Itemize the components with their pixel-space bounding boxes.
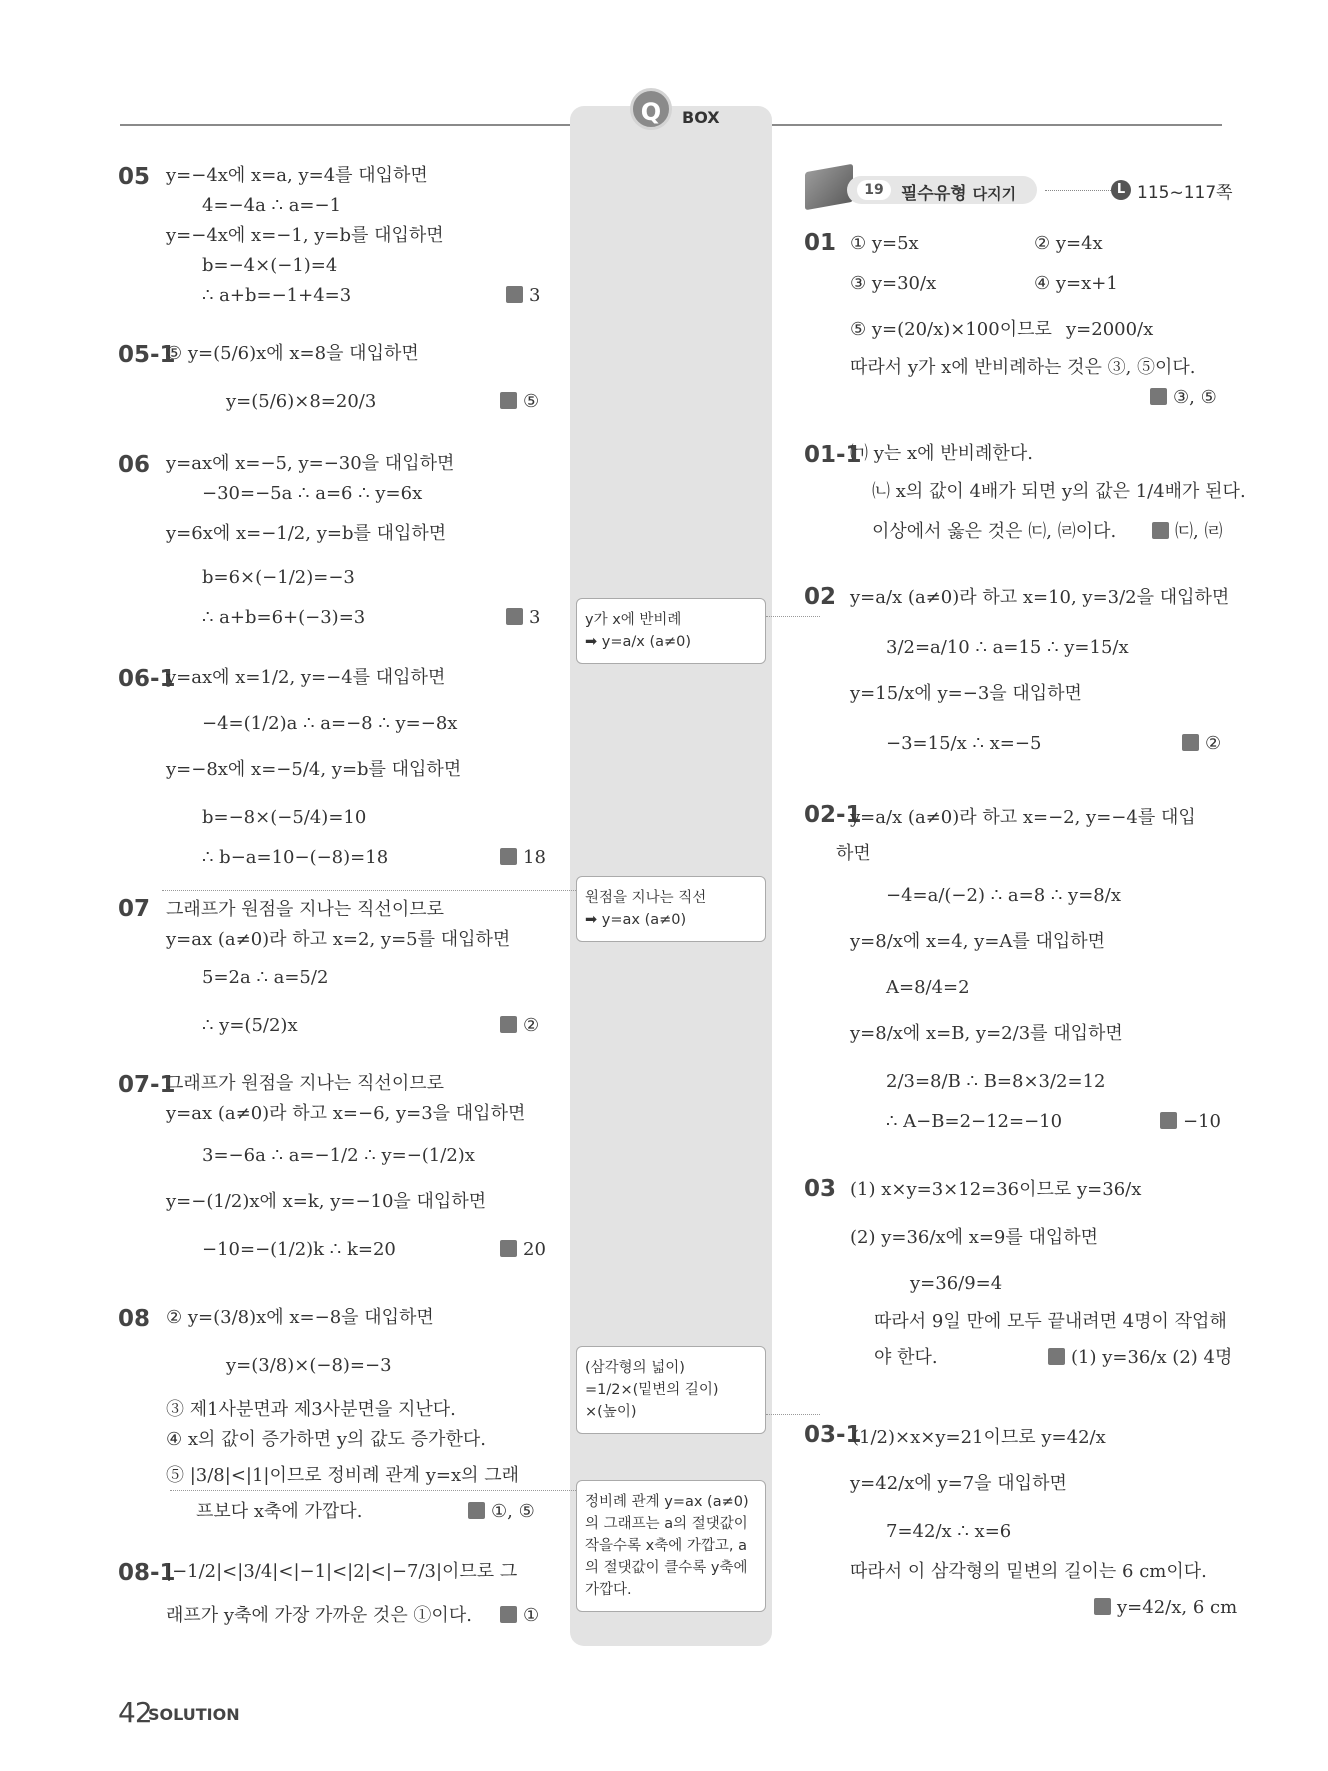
answer-icon — [500, 1016, 517, 1033]
answer — [1150, 386, 1217, 410]
answer — [500, 846, 546, 870]
answer-icon — [506, 286, 523, 303]
note-connector — [170, 1490, 576, 1491]
solution-line: y=8/x에 x=4, y=A를 대입하면 — [850, 931, 1106, 952]
answer — [1152, 520, 1222, 544]
page-number: 42 — [118, 1696, 152, 1729]
note-line: ➡ y=ax (a≠0) — [585, 912, 687, 928]
solution-line: ㈀ y는 x에 반비례한다. — [850, 443, 1033, 464]
answer-icon — [1182, 734, 1199, 751]
solution-line: y=(3/8)×(−8)=−3 — [226, 1355, 392, 1376]
solution-line: ∴ b−a=10−(−8)=18 — [202, 847, 389, 868]
answer-icon — [1048, 1348, 1065, 1365]
solution-line: 7=42/x ∴ x=6 — [886, 1521, 1012, 1542]
solution-line: ② y=4x — [1034, 233, 1103, 254]
answer-icon — [1160, 1112, 1177, 1129]
answer-icon — [500, 1240, 517, 1257]
note-line: 의 그래프는 a의 절댓값이 — [585, 1516, 748, 1532]
problem-number: 02 — [804, 584, 837, 610]
problem-number: 03 — [804, 1176, 837, 1202]
solution-line: −3=15/x ∴ x=−5 — [886, 733, 1042, 754]
answer — [1160, 1110, 1221, 1134]
qbox-note — [576, 598, 766, 664]
solution-line: y=36/9=4 — [910, 1273, 1003, 1294]
solution-line: (1) x×y=3×12=36이므로 y=36/x — [850, 1179, 1142, 1200]
answer — [500, 1238, 546, 1262]
answer — [1094, 1596, 1237, 1620]
problem-number: 06 — [118, 452, 151, 478]
answer-value: (1) y=36/x (2) 4명 — [1071, 1347, 1233, 1368]
solution-line: 4=−4a ∴ a=−1 — [202, 195, 342, 216]
solution-line: y=a/x (a≠0)라 하고 x=10, y=3/2을 대입하면 — [850, 587, 1230, 608]
solution-line: b=−8×(−5/4)=10 — [202, 807, 367, 828]
note-line: ×(높이) — [585, 1404, 637, 1420]
solution-line: y=ax에 x=−5, y=−30을 대입하면 — [166, 453, 455, 474]
note-line: 작을수록 x축에 가깝고, a — [585, 1538, 747, 1554]
section-title-sub: 다지기 — [972, 185, 1017, 203]
solution-line: (1/2)×x×y=21이므로 y=42/x — [852, 1427, 1106, 1448]
note-line: =1/2×(밑변의 길이) — [585, 1382, 719, 1398]
note-line: 원점을 지나는 직선 — [585, 890, 707, 906]
solution-line: 따라서 y가 x에 반비례하는 것은 ③, ⑤이다. — [850, 357, 1196, 378]
note-line: ➡ y=a/x (a≠0) — [585, 634, 692, 650]
problem-number: 08-1 — [118, 1560, 176, 1586]
solution-line: 따라서 이 삼각형의 밑변의 길이는 6 cm이다. — [850, 1561, 1207, 1582]
problem-number: 06-1 — [118, 666, 176, 692]
answer-value: 3 — [529, 285, 541, 306]
answer-value: 3 — [529, 607, 541, 628]
solution-line: b=6×(−1/2)=−3 — [202, 567, 355, 588]
section-dotted-leader — [1045, 190, 1111, 191]
solution-line: 그래프가 원점을 지나는 직선이므로 — [166, 1073, 444, 1094]
solution-line: 2/3=8/B ∴ B=8×3/2=12 — [886, 1071, 1106, 1092]
problem-number: 07 — [118, 896, 151, 922]
solution-line: 야 한다. — [874, 1347, 938, 1368]
solution-line: b=−4×(−1)=4 — [202, 255, 338, 276]
solution-line: (2) y=36/x에 x=9를 대입하면 — [850, 1227, 1099, 1248]
solution-line: y=ax (a≠0)라 하고 x=2, y=5를 대입하면 — [166, 929, 511, 950]
solution-line: y=ax (a≠0)라 하고 x=−6, y=3을 대입하면 — [166, 1103, 526, 1124]
answer-icon — [1152, 522, 1169, 539]
solution-line: y=ax에 x=1/2, y=−4를 대입하면 — [166, 667, 446, 688]
section-title — [901, 179, 1016, 204]
answer — [1182, 732, 1221, 756]
header-rule-left — [120, 124, 570, 126]
solution-line: ② y=(3/8)x에 x=−8을 대입하면 — [166, 1307, 434, 1328]
solution-line: ① y=5x — [850, 233, 919, 254]
solution-line: |−1/2|<|3/4|<|−1|<|2|<|−7/3|이므로 그 — [166, 1561, 518, 1582]
answer-value: ① — [523, 1605, 540, 1626]
answer-icon — [468, 1502, 485, 1519]
problem-number: 03-1 — [804, 1422, 862, 1448]
answer — [1048, 1346, 1232, 1370]
qbox-logo-icon: Q — [630, 88, 672, 130]
solution-line: y=−4x에 x=−1, y=b를 대입하면 — [166, 225, 444, 246]
answer — [506, 284, 540, 308]
solution-line: ③ y=30/x — [850, 273, 937, 294]
answer-value: ㈂, ㈃ — [1175, 521, 1223, 542]
solution-line: ③ 제1사분면과 제3사분면을 지난다. — [166, 1399, 456, 1420]
solution-line: ④ x의 값이 증가하면 y의 값도 증가한다. — [166, 1429, 486, 1450]
solution-line: 래프가 y축에 가장 가까운 것은 ①이다. — [166, 1605, 472, 1626]
solution-line: 3=−6a ∴ a=−1/2 ∴ y=−(1/2)x — [202, 1145, 475, 1166]
answer-value: ② — [523, 1015, 540, 1036]
answer-value: ② — [1205, 733, 1222, 754]
solution-line: 하면 — [836, 843, 871, 864]
solution-line: y=6x에 x=−1/2, y=b를 대입하면 — [166, 523, 447, 544]
answer-icon — [500, 392, 517, 409]
solution-line: −4=(1/2)a ∴ a=−8 ∴ y=−8x — [202, 713, 458, 734]
solution-line: 그래프가 원점을 지나는 직선이므로 — [166, 899, 444, 920]
solution-line: y=2000/x — [1066, 319, 1154, 340]
answer-value: 18 — [523, 847, 546, 868]
solution-line: ④ y=x+1 — [1034, 273, 1118, 294]
solution-line: 3/2=a/10 ∴ a=15 ∴ y=15/x — [886, 637, 1129, 658]
problem-number: 01 — [804, 230, 837, 256]
solution-line: y=8/x에 x=B, y=2/3를 대입하면 — [850, 1023, 1123, 1044]
answer-value: y=42/x, 6 cm — [1117, 1597, 1238, 1618]
solution-line: 프보다 x축에 가깝다. — [196, 1501, 363, 1522]
answer-value: 20 — [523, 1239, 546, 1260]
solution-line: y=15/x에 y=−3을 대입하면 — [850, 683, 1082, 704]
note-connector — [766, 616, 820, 617]
answer — [500, 390, 539, 414]
note-line: 가깝다. — [585, 1582, 632, 1598]
section-title-main: 필수유형 — [901, 184, 967, 204]
solution-line: y=−8x에 x=−5/4, y=b를 대입하면 — [166, 759, 462, 780]
answer — [468, 1500, 535, 1524]
problem-number: 05-1 — [118, 342, 176, 368]
answer-value: ①, ⑤ — [491, 1501, 535, 1522]
solution-line: 이상에서 옳은 것은 ㈂, ㈃이다. — [872, 521, 1117, 542]
answer-value: −10 — [1183, 1111, 1221, 1132]
solution-line: −30=−5a ∴ a=6 ∴ y=6x — [202, 483, 423, 504]
answer-icon — [1150, 388, 1167, 405]
answer-icon — [506, 608, 523, 625]
solution-line: y=42/x에 y=7을 대입하면 — [850, 1473, 1067, 1494]
footer-label: SOLUTION — [148, 1705, 240, 1724]
section-pages: 115~117쪽 — [1137, 183, 1233, 203]
note-connector — [162, 890, 576, 891]
solution-line: ∴ y=(5/2)x — [202, 1015, 298, 1036]
answer-value: ⑤ — [523, 391, 540, 412]
answer — [500, 1014, 539, 1038]
problem-number: 01-1 — [804, 442, 862, 468]
solution-line: 5=2a ∴ a=5/2 — [202, 967, 329, 988]
solution-line: y=(5/6)×8=20/3 — [226, 391, 377, 412]
lesson-circle-icon: L — [1111, 180, 1131, 200]
answer-value: ③, ⑤ — [1173, 387, 1217, 408]
problem-number: 07-1 — [118, 1072, 176, 1098]
qbox-note — [576, 1480, 766, 1612]
solution-line: ∴ a+b=6+(−3)=3 — [202, 607, 366, 628]
qbox-note — [576, 876, 766, 942]
solution-line: ㈁ x의 값이 4배가 되면 y의 값은 1/4배가 된다. — [872, 481, 1246, 502]
answer-icon — [1094, 1598, 1111, 1615]
answer-icon — [500, 848, 517, 865]
solution-line: y=−(1/2)x에 x=k, y=−10을 대입하면 — [166, 1191, 487, 1212]
solution-line: ⑤ |3/8|<|1|이므로 정비례 관계 y=x의 그래 — [166, 1465, 520, 1486]
problem-number: 05 — [118, 164, 151, 190]
solution-line: −4=a/(−2) ∴ a=8 ∴ y=8/x — [886, 885, 1121, 906]
qbox-label: BOX — [682, 108, 720, 127]
solution-line: ∴ A−B=2−12=−10 — [886, 1111, 1063, 1132]
problem-number: 08 — [118, 1306, 151, 1332]
solution-line: ∴ a+b=−1+4=3 — [202, 285, 352, 306]
solution-line: A=8/4=2 — [886, 977, 970, 998]
note-line: 정비례 관계 y=ax (a≠0) — [585, 1494, 749, 1510]
answer-icon — [500, 1606, 517, 1623]
answer — [506, 606, 540, 630]
section-cube-icon — [805, 164, 853, 210]
note-line: 의 절댓값이 클수록 y축에 — [585, 1560, 748, 1576]
problem-number: 02-1 — [804, 802, 862, 828]
solution-line: y=a/x (a≠0)라 하고 x=−2, y=−4를 대입 — [850, 807, 1196, 828]
qbox-note — [576, 1346, 766, 1434]
section-number: 19 — [857, 180, 891, 200]
note-line: y가 x에 반비례 — [585, 612, 682, 628]
note-connector — [766, 1414, 820, 1415]
header-rule-right — [772, 124, 1222, 126]
solution-line: y=−4x에 x=a, y=4를 대입하면 — [166, 165, 428, 186]
solution-line: 따라서 9일 만에 모두 끝내려면 4명이 작업해 — [874, 1311, 1227, 1332]
solution-line: ⑤ y=(5/6)x에 x=8을 대입하면 — [166, 343, 419, 364]
note-line: (삼각형의 넓이) — [585, 1360, 685, 1376]
solution-line: −10=−(1/2)k ∴ k=20 — [202, 1239, 396, 1260]
answer — [500, 1604, 539, 1628]
solution-line: ⑤ y=(20/x)×100이므로 — [850, 319, 1052, 340]
